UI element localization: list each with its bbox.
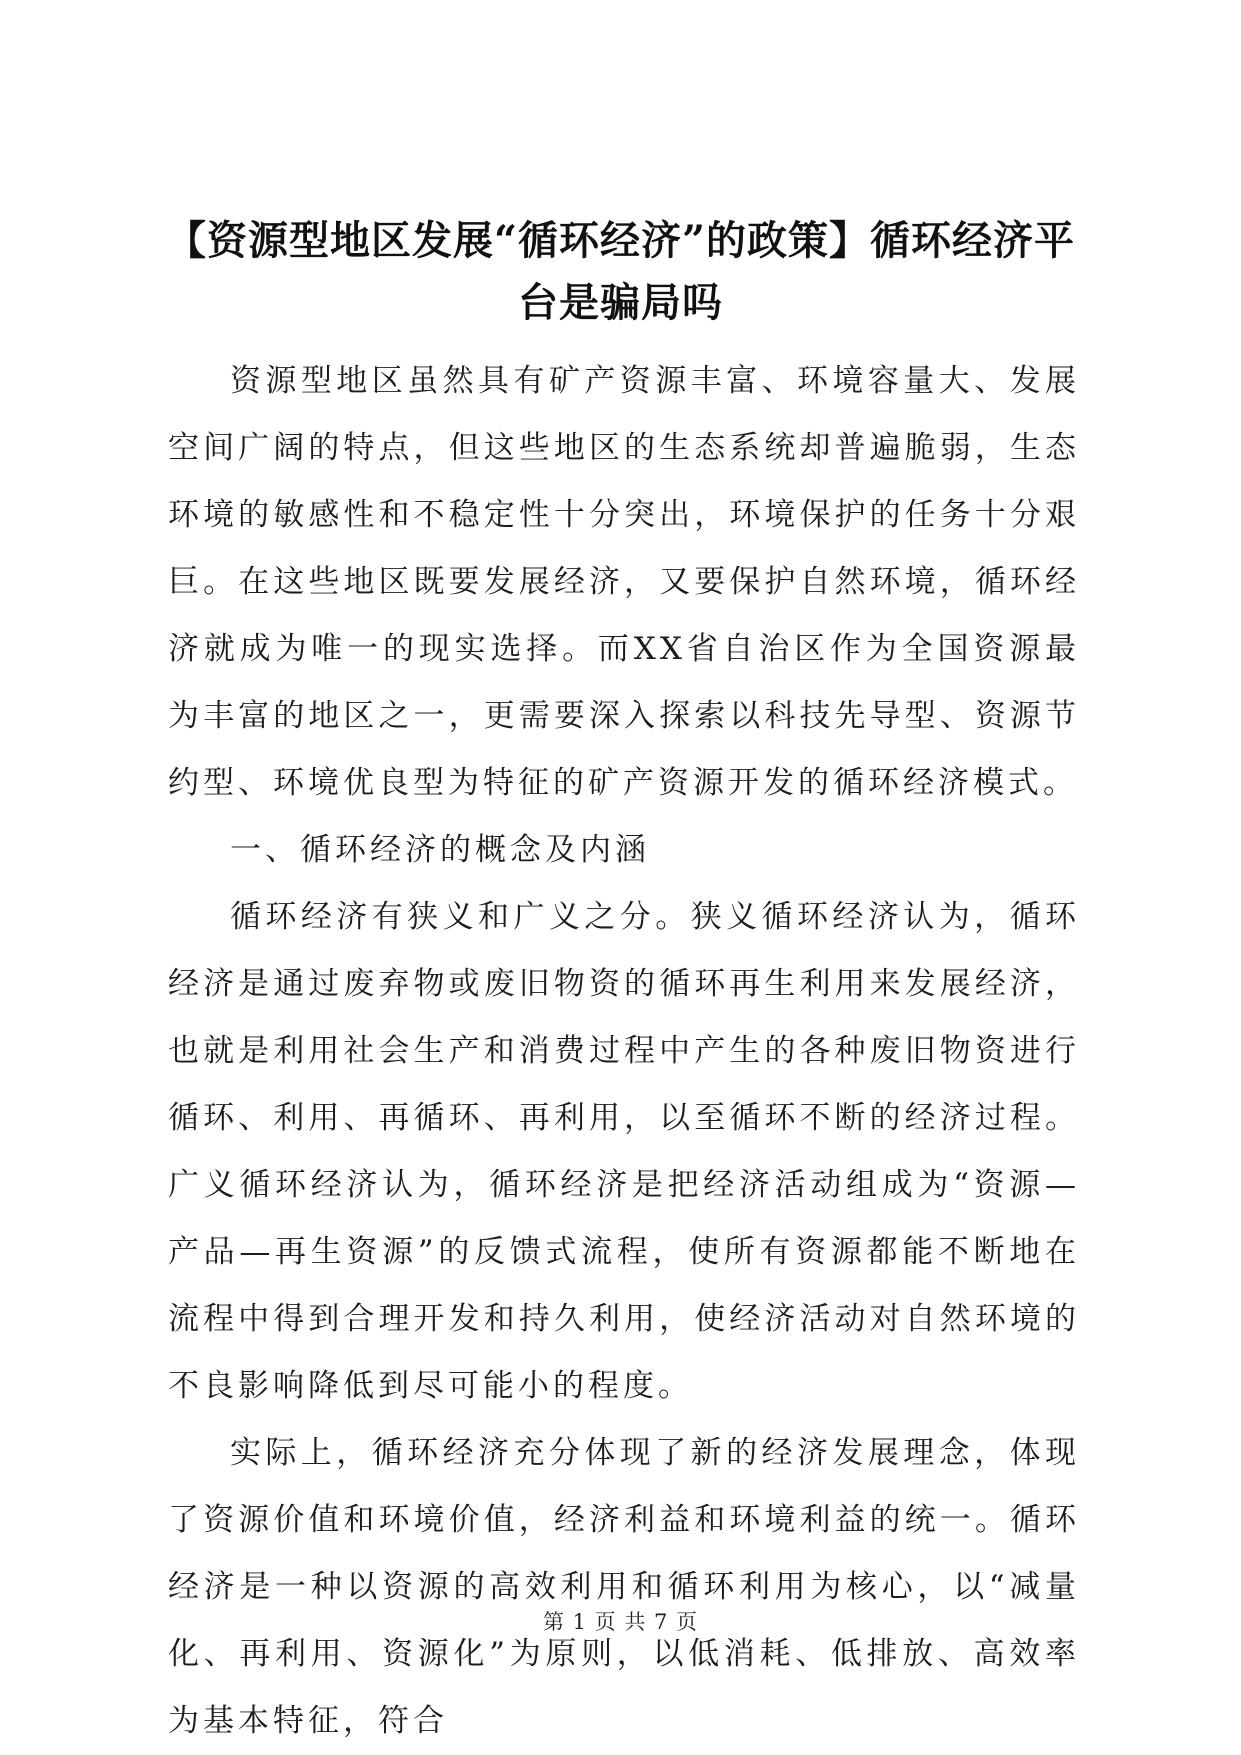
paragraph-definition: 循环经济有狭义和广义之分。狭义循环经济认为，循环经济是通过废弃物或废旧物资的循环再生利用来发展经济，也就是利用社会生产和消费过程中产生的各种废旧物资进行循环、利用、再循环、再利用，以至循环不断的经济过程。广义循环经济认为，循环经济是把经济活动组成为“资源—产品—再生资源”的反馈式流程，使所有资源都能不断地在流程中得到合理开发和持久利用，使经济活动对自然环境的不良影响降低到尽可能小的程度。: [168, 899, 1080, 1404]
page-number-footer: 第 1 页 共 7 页: [542, 1610, 699, 1634]
paragraph-concept: 实际上，循环经济充分体现了新的经济发展理念，体现了资源价值和环境价值，经济利益和环境利益的统一。循环经济是一种以资源的高效利用和循环利用为核心，以“减量化、再利用、资源化”为原则，以低消耗、低排放、高效率为基本特征，符合: [168, 1435, 1080, 1739]
document-body: [168, 348, 1080, 1755]
paragraph-intro: 资源型地区虽然具有矿产资源丰富、环境容量大、发展空间广阔的特点，但这些地区的生态系统却普遍脆弱，生态环境的敏感性和不稳定性十分突出，环境保护的任务十分艰巨。在这些地区既要发展经济，又要保护自然环境，循环经济就成为唯一的现实选择。而XX省自治区作为全国资源最为丰富的地区之一，更需要深入探索以科技先导型、资源节约型、环境优良型为特征的矿产资源开发的循环经济模式。: [168, 363, 1080, 801]
section-heading-1: 一、循环经济的概念及内涵: [230, 832, 650, 868]
document-title: 【资源型地区发展“循环经济”的政策】循环经济平台是骗局吗: [165, 217, 1075, 326]
